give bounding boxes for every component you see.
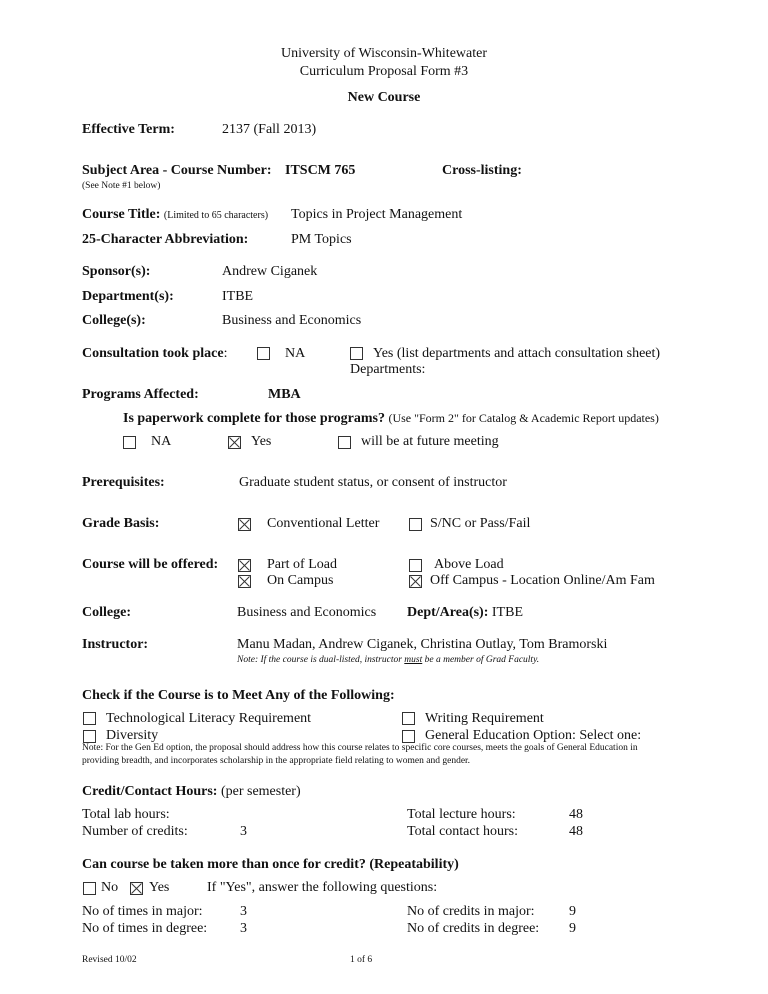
repeat-yes-label: Yes (149, 880, 170, 895)
part-of-load-checkbox[interactable] (238, 559, 251, 572)
offered-label: Course will be offered: (82, 557, 219, 572)
off-campus-checkbox[interactable] (409, 575, 422, 588)
consultation-na-label: NA (285, 346, 306, 361)
paperwork-future-label: will be at future meeting (361, 434, 499, 449)
above-load-label: Above Load (434, 557, 504, 572)
times-degree-value: 3 (240, 921, 247, 936)
credits-label: Number of credits: (82, 824, 188, 839)
course-number-value: ITSCM 765 (285, 163, 356, 178)
part-of-load-label: Part of Load (267, 557, 337, 572)
contact-hours-value: 48 (569, 824, 583, 839)
abbreviation-label: 25-Character Abbreviation: (82, 232, 249, 247)
pass-fail-label: S/NC or Pass/Fail (430, 516, 531, 531)
revised-date: Revised 10/02 (82, 955, 137, 965)
repeat-heading: Can course be taken more than once for credit? (Repeatability) (82, 857, 459, 872)
paperwork-yes-label: Yes (251, 434, 272, 449)
lecture-hours-value: 48 (569, 807, 583, 822)
dept-area: Dept/Area(s): ITBE (407, 605, 523, 620)
departments-label: Departments: (350, 362, 426, 377)
x-mark-icon (229, 437, 240, 448)
college-label: College(s): (82, 313, 146, 328)
department-value: ITBE (222, 289, 254, 304)
paperwork-na-checkbox[interactable] (123, 436, 136, 449)
college-value-2: Business and Economics (237, 605, 377, 620)
repeat-yes-checkbox[interactable] (130, 882, 143, 895)
pass-fail-checkbox[interactable] (409, 518, 422, 531)
form-type-heading: New Course (347, 90, 421, 105)
programs-label: Programs Affected: (82, 387, 199, 402)
requirements-heading: Check if the Course is to Meet Any of the Following: (82, 688, 395, 703)
x-mark-icon (131, 883, 142, 894)
paperwork-yes-checkbox[interactable] (228, 436, 241, 449)
form-title: Curriculum Proposal Form #3 (299, 64, 469, 79)
consultation-na-checkbox[interactable] (257, 347, 270, 360)
contact-hours-label: Total contact hours: (407, 824, 518, 839)
times-major-value: 3 (240, 904, 247, 919)
on-campus-checkbox[interactable] (238, 575, 251, 588)
instructor-note: Note: If the course is dual-listed, instructor must be a member of Grad Faculty. (237, 655, 540, 665)
conventional-letter-checkbox[interactable] (238, 518, 251, 531)
programs-value: MBA (268, 387, 301, 402)
gen-ed-note-line1: Note: For the Gen Ed option, the proposal should address how this course relates to specific core courses, meets the goals of General Education in (82, 743, 638, 753)
sponsor-value: Andrew Ciganek (222, 264, 318, 279)
college-label-2: College: (82, 605, 131, 620)
x-mark-icon (239, 560, 250, 571)
department-label: Department(s): (82, 289, 174, 304)
writing-label: Writing Requirement (425, 711, 544, 726)
university-title: University of Wisconsin-Whitewater (280, 46, 487, 61)
course-title-label: Course Title: (Limited to 65 characters) (82, 207, 269, 222)
above-load-checkbox[interactable] (409, 559, 422, 572)
instructor-value: Manu Madan, Andrew Ciganek, Christina Outlay, Tom Bramorski (237, 637, 608, 652)
consultation-yes-label: Yes (list departments and attach consultation sheet) (373, 346, 661, 361)
repeat-instruction: If "Yes", answer the following questions: (207, 880, 438, 895)
prerequisites-value: Graduate student status, or consent of instructor (239, 475, 507, 490)
paperwork-future-checkbox[interactable] (338, 436, 351, 449)
consultation-yes-checkbox[interactable] (350, 347, 363, 360)
page-number: 1 of 6 (350, 955, 373, 965)
tech-literacy-label: Technological Literacy Requirement (106, 711, 312, 726)
conventional-letter-label: Conventional Letter (267, 516, 380, 531)
gen-ed-note-line2: providing breadth, and incorporates scholarship in the appropriate field relating to women and gender. (82, 756, 471, 766)
credits-degree-value: 9 (569, 921, 576, 936)
times-major-label: No of times in major: (82, 904, 203, 919)
instructor-label: Instructor: (82, 637, 149, 652)
prerequisites-label: Prerequisites: (82, 475, 165, 490)
credits-value: 3 (240, 824, 247, 839)
paperwork-question: Is paperwork complete for those programs? (Use "Form 2" for Catalog & Academic Report updates) (123, 411, 659, 426)
sponsor-label: Sponsor(s): (82, 264, 151, 279)
lab-hours-label: Total lab hours: (82, 807, 170, 822)
effective-term-value: 2137 (Fall 2013) (222, 122, 317, 137)
credits-degree-label: No of credits in degree: (407, 921, 540, 936)
paperwork-na-label: NA (151, 434, 172, 449)
x-mark-icon (239, 519, 250, 530)
x-mark-icon (239, 576, 250, 587)
lecture-hours-label: Total lecture hours: (407, 807, 516, 822)
tech-literacy-checkbox[interactable] (83, 712, 96, 725)
x-mark-icon (410, 576, 421, 587)
grade-basis-label: Grade Basis: (82, 516, 160, 531)
hours-heading: Credit/Contact Hours: (per semester) (82, 784, 301, 799)
repeat-no-label: No (101, 880, 119, 895)
consultation-label: Consultation took place: (82, 346, 228, 361)
on-campus-label: On Campus (267, 573, 334, 588)
credits-major-value: 9 (569, 904, 576, 919)
cross-listing-label: Cross-listing: (442, 163, 522, 178)
subject-note: (See Note #1 below) (82, 181, 161, 191)
repeat-no-checkbox[interactable] (83, 882, 96, 895)
course-title-value: Topics in Project Management (291, 207, 463, 222)
college-value: Business and Economics (222, 313, 362, 328)
times-degree-label: No of times in degree: (82, 921, 208, 936)
credits-major-label: No of credits in major: (407, 904, 535, 919)
writing-checkbox[interactable] (402, 712, 415, 725)
subject-label: Subject Area - Course Number: (82, 163, 272, 178)
effective-term-label: Effective Term: (82, 122, 175, 137)
diversity-label: Diversity (106, 728, 159, 743)
off-campus-label: Off Campus - Location Online/Am Fam (430, 573, 655, 588)
abbreviation-value: PM Topics (291, 232, 352, 247)
gen-ed-label: General Education Option: Select one: (425, 728, 642, 743)
